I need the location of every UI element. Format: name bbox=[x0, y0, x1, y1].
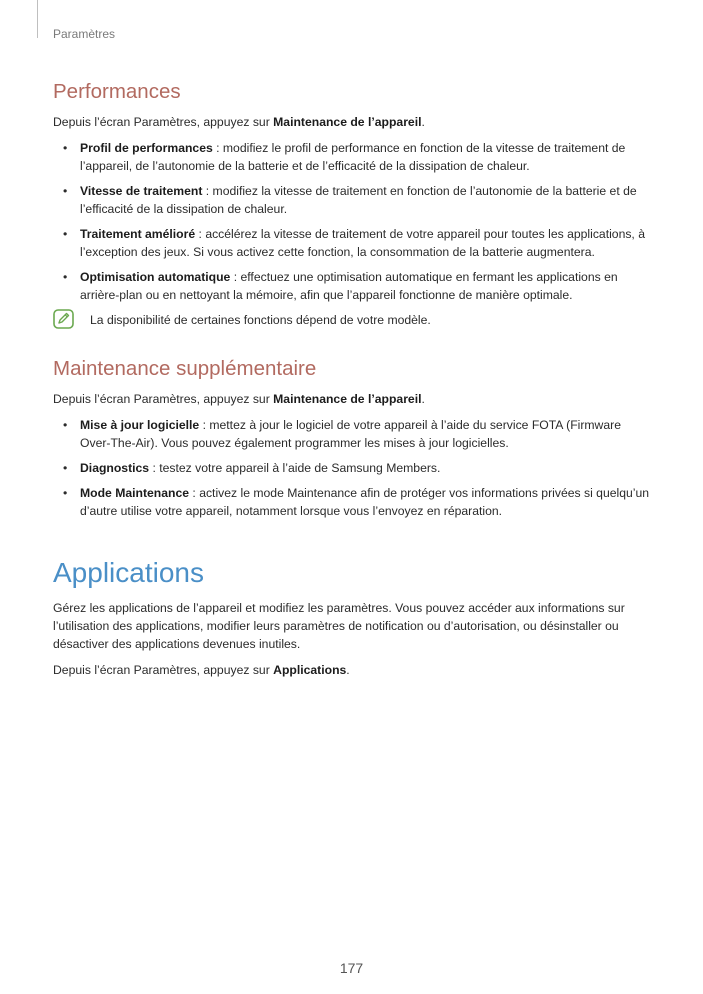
list-item bbox=[80, 459, 653, 477]
note bbox=[53, 311, 653, 329]
intro-menu-name: Applications bbox=[273, 663, 347, 677]
intro-period: . bbox=[421, 392, 425, 406]
item-term: Profil de performances bbox=[80, 141, 213, 155]
intro-menu-name: Maintenance de l’appareil bbox=[273, 115, 422, 129]
applications-intro bbox=[53, 661, 653, 679]
page-number: 177 bbox=[339, 960, 364, 976]
item-text: : modifiez la vitesse de traitement en fonction de l’autonomie de la batterie et de l’efficacité de la dissipation de chaleur. bbox=[80, 184, 637, 216]
item-term: Diagnostics bbox=[80, 461, 150, 475]
intro-menu-name: Maintenance de l’appareil bbox=[273, 392, 422, 406]
item-term: Optimisation automatique bbox=[80, 270, 231, 284]
note-pencil-icon bbox=[53, 309, 74, 329]
note-text: La disponibilité de certaines fonctions dépend de votre modèle. bbox=[90, 313, 431, 327]
intro-period: . bbox=[346, 663, 350, 677]
item-text: : accélérez la vitesse de traitement de votre appareil pour toutes les applications, à l’exception des jeux. Si vous activez cette fonction, la consommation de la batterie augmentera. bbox=[80, 227, 645, 259]
item-term: Mise à jour logicielle bbox=[80, 418, 200, 432]
page-header: Paramètres bbox=[53, 27, 116, 41]
list-item bbox=[80, 484, 653, 520]
chapter-title-applications: Applications bbox=[53, 557, 204, 588]
header-rule bbox=[37, 0, 38, 38]
item-term: Mode Maintenance bbox=[80, 486, 190, 500]
list-item bbox=[80, 225, 653, 261]
applications-description: Gérez les applications de l’appareil et modifiez les paramètres. Vous pouvez accéder aux informations sur l’utilisation des applications, modifier leurs paramètres de notification ou d’autorisation, ou désinstaller ou désactiver des applications devenues inutiles. bbox=[53, 601, 625, 651]
intro-text: Depuis l’écran Paramètres, appuyez sur bbox=[53, 392, 274, 406]
item-term: Vitesse de traitement bbox=[80, 184, 203, 198]
page-content bbox=[53, 80, 653, 687]
intro-text: Depuis l’écran Paramètres, appuyez sur bbox=[53, 663, 274, 677]
item-text: : testez votre appareil à l’aide de Samsung Members. bbox=[149, 461, 441, 475]
maintenance-intro bbox=[53, 390, 653, 408]
section-spacer bbox=[53, 329, 653, 357]
item-text: : activez le mode Maintenance afin de protéger vos informations privées si quelqu’un d’autre utilise votre appareil, notamment lorsque vous l’envoyez en réparation. bbox=[80, 486, 650, 518]
chapter-spacer bbox=[53, 527, 653, 557]
maintenance-list bbox=[53, 416, 653, 520]
list-item bbox=[80, 416, 653, 452]
item-text: : modifiez le profil de performance en fonction de la vitesse de traitement de l’appareil, de l’autonomie de la batterie et de l’efficacité de la dissipation de chaleur. bbox=[80, 141, 626, 173]
intro-text: Depuis l’écran Paramètres, appuyez sur bbox=[53, 115, 274, 129]
performances-list bbox=[53, 139, 653, 304]
section-title-performances: Performances bbox=[53, 80, 181, 103]
list-item bbox=[80, 182, 653, 218]
intro-period: . bbox=[421, 115, 425, 129]
item-text: : mettez à jour le logiciel de votre appareil à l’aide du service FOTA (Firmware Over-The-Air). Vous pouvez également programmer les mises à jour logicielles. bbox=[80, 418, 621, 450]
list-item bbox=[80, 139, 653, 175]
item-text: : effectuez une optimisation automatique en fermant les applications en arrière-plan ou en nettoyant la mémoire, afin que l’appareil fonctionne de manière optimale. bbox=[80, 270, 618, 302]
list-item bbox=[80, 268, 653, 304]
performances-intro bbox=[53, 113, 653, 131]
section-title-maintenance: Maintenance supplémentaire bbox=[53, 357, 317, 380]
item-term: Traitement amélioré bbox=[80, 227, 196, 241]
